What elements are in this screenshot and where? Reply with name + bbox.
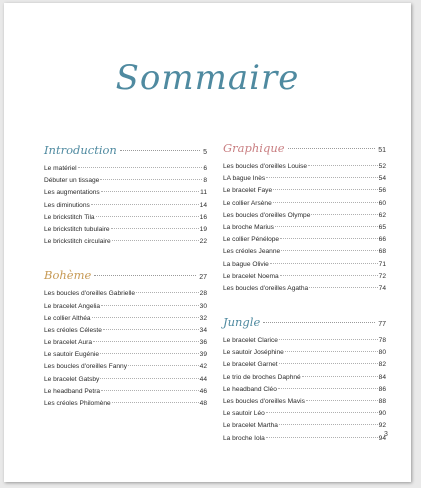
entry-page-number: 88 (378, 398, 386, 405)
dot-leader (91, 204, 199, 205)
dot-leader (100, 378, 198, 379)
entry-label: Les boucles d'oreilles Mavis (223, 398, 305, 405)
dot-leader (101, 305, 199, 306)
entry-page-number: 39 (199, 351, 207, 359)
entry-label: Les créoles Jeanne (223, 248, 281, 256)
dot-leader (112, 240, 199, 241)
toc-entry (223, 285, 386, 297)
entry-page-number: 16 (199, 213, 207, 221)
entry-page-number: 92 (378, 422, 386, 430)
toc-entry (44, 202, 207, 214)
entry-label: La broche Marius (223, 223, 274, 231)
toc-entry (44, 290, 207, 302)
dot-leader (285, 351, 378, 352)
dot-leader (101, 390, 199, 391)
dot-leader (306, 400, 378, 401)
toc-entry (44, 376, 207, 388)
toc-entry (223, 374, 386, 386)
entry-label: Le bracelet Angelia (44, 302, 101, 310)
dot-leader (103, 329, 199, 330)
dot-leader (279, 363, 378, 364)
toc-entry (223, 273, 386, 285)
entry-label: Le collier Pénélope (223, 236, 280, 244)
dot-leader (96, 216, 199, 217)
entry-label: Le brickstitch tubulaire (44, 225, 110, 233)
dot-leader (101, 191, 199, 192)
entry-page-number: 62 (378, 211, 386, 219)
toc-entry (223, 435, 386, 447)
entry-page-number: 74 (378, 284, 386, 292)
toc-entry (223, 410, 386, 422)
dot-leader (279, 339, 378, 340)
entry-label: Le bracelet Aura (44, 339, 93, 347)
entry-page-number: 94 (378, 434, 386, 442)
entry-page-number: 30 (199, 302, 207, 310)
toc-entry (223, 212, 386, 224)
entry-label: Le bracelet Gatsby (44, 375, 100, 383)
entry-label: Les créoles Céleste (44, 326, 102, 334)
entry-page-number: 71 (378, 260, 386, 268)
toc-column-right (223, 141, 386, 447)
entry-page-number: 84 (378, 373, 386, 381)
section-page-number: 77 (378, 321, 386, 329)
page-number: 3 (384, 431, 388, 438)
entry-label: Le headband Petra (44, 387, 101, 395)
dot-leader (308, 165, 378, 166)
toc-entry (223, 163, 386, 175)
dot-leader (266, 177, 377, 178)
toc-section (44, 143, 207, 250)
entry-label: Le bracelet Martha (223, 422, 278, 430)
toc-entry (223, 398, 386, 410)
entry-label: Les créoles Philomène (44, 400, 111, 407)
entry-page-number: 44 (199, 375, 207, 383)
entry-page-number: 36 (199, 339, 207, 347)
entry-page-number: 32 (199, 314, 207, 322)
entry-label: Les boucles d'oreilles Louise (223, 163, 308, 170)
toc-entry (44, 238, 207, 250)
section-heading (44, 143, 207, 159)
entry-label: Le bracelet Clarice (223, 337, 278, 345)
toc-entry (223, 422, 386, 434)
section-title: Bohème (44, 268, 92, 283)
toc-entry (223, 386, 386, 398)
toc-entry (223, 248, 386, 260)
entry-label: Les boucles d'oreilles Gabrielle (44, 290, 136, 298)
dot-leader (263, 322, 375, 323)
dot-leader (100, 179, 202, 180)
dot-leader (100, 353, 199, 354)
dot-leader (270, 263, 378, 264)
entry-page-number: 8 (203, 177, 207, 185)
toc-entry (44, 327, 207, 339)
entry-page-number: 80 (378, 349, 386, 357)
dot-leader (278, 388, 378, 389)
entry-label: La bague Olivie (223, 260, 269, 268)
entry-label: Le sautoir Eugénie (44, 351, 99, 359)
dot-leader (94, 275, 196, 276)
toc-section (223, 141, 386, 297)
entry-label: Le sautoir Joséphine (223, 349, 284, 357)
entry-page-number: 68 (378, 248, 386, 256)
entry-label: Le sautoir Léo (223, 410, 265, 418)
dot-leader (120, 150, 200, 151)
entry-page-number: 90 (378, 410, 386, 418)
entry-label: Les diminutions (44, 201, 90, 209)
dot-leader (281, 250, 377, 251)
dot-leader (280, 238, 378, 239)
entry-page-number: 46 (199, 387, 207, 395)
entry-page-number: 22 (199, 238, 207, 246)
entry-page-number: 56 (378, 187, 386, 195)
dot-leader (93, 341, 199, 342)
section-page-number: 5 (203, 149, 207, 156)
entry-label: Débuter un tissage (44, 177, 100, 185)
entry-page-number: 14 (199, 201, 207, 209)
toc-entry (44, 339, 207, 351)
entry-label: Le bracelet Noema (223, 272, 279, 280)
entry-page-number: 66 (378, 236, 386, 244)
dot-leader (275, 226, 378, 227)
toc-entry (44, 388, 207, 400)
entry-label: Le trio de broches Daphné (223, 373, 301, 381)
entry-label: Le headband Cléo (223, 385, 277, 393)
toc-entry (44, 363, 207, 375)
dot-leader (112, 402, 199, 403)
entry-page-number: 82 (378, 361, 386, 369)
toc-entry (44, 177, 207, 189)
entry-label: Les boucles d'oreilles Agatha (223, 284, 309, 292)
dot-leader (288, 148, 376, 149)
entry-page-number: 65 (378, 223, 386, 231)
toc-section (44, 268, 207, 412)
dot-leader (273, 202, 378, 203)
dot-leader (309, 287, 377, 288)
section-page-number: 51 (378, 147, 386, 154)
toc-entry (44, 214, 207, 226)
entry-page-number: 60 (378, 199, 386, 207)
section-title: Introduction (44, 143, 117, 157)
toc-entry (223, 361, 386, 373)
toc-entry (223, 175, 386, 187)
dot-leader (279, 424, 378, 425)
entry-page-number: 34 (199, 326, 207, 334)
entry-label: Le brickstitch circulaire (44, 238, 111, 246)
entry-label: Les boucles d'oreilles Fanny (44, 363, 127, 371)
toc-entry (44, 226, 207, 238)
toc-entry (223, 236, 386, 248)
entry-page-number: 28 (199, 290, 207, 298)
entry-page-number: 54 (378, 175, 386, 183)
entry-page-number: 86 (378, 385, 386, 393)
section-title: Graphique (223, 141, 285, 155)
toc-entry (223, 200, 386, 212)
dot-leader (92, 317, 199, 318)
entry-page-number: 78 (378, 337, 386, 345)
dot-leader (273, 189, 378, 190)
dot-leader (266, 412, 378, 413)
toc-entry (44, 351, 207, 363)
entry-label: La broche Iola (223, 434, 265, 442)
section-heading (223, 141, 386, 157)
section-page-number: 27 (199, 274, 207, 282)
entry-label: LA bague Inès (223, 175, 266, 183)
toc-entry (44, 400, 207, 412)
entry-page-number: 52 (378, 163, 386, 170)
toc-entry (223, 349, 386, 361)
entry-page-number: 48 (199, 400, 207, 407)
entry-label: Le bracelet Garnet (223, 361, 278, 369)
entry-label: Le bracelet Faye (223, 187, 273, 195)
entry-label: Le brickstitch Tila (44, 213, 95, 221)
page-title: Sommaire (115, 58, 300, 98)
entry-label: Le collier Arsène (223, 199, 272, 207)
toc-column-left (44, 143, 207, 412)
toc-entry (44, 189, 207, 201)
toc-entry (44, 165, 207, 177)
entry-label: Les augmentations (44, 189, 100, 197)
toc-section (223, 315, 386, 447)
toc-entry (44, 303, 207, 315)
toc-entry (223, 224, 386, 236)
toc-entry (223, 187, 386, 199)
entry-label: Les boucles d'oreilles Olympe (223, 211, 311, 219)
entry-label: Le matériel (44, 165, 77, 172)
entry-label: Le collier Althéa (44, 314, 91, 322)
section-heading (44, 268, 207, 284)
section-heading (223, 315, 386, 331)
dot-leader (302, 376, 378, 377)
dot-leader (128, 365, 199, 366)
toc-entry (223, 337, 386, 349)
document-page (4, 3, 411, 482)
dot-leader (78, 167, 203, 168)
toc-entry (44, 315, 207, 327)
dot-leader (266, 437, 378, 438)
section-title: Jungle (223, 315, 261, 330)
entry-page-number: 72 (378, 272, 386, 280)
entry-page-number: 6 (203, 165, 207, 172)
entry-page-number: 19 (199, 225, 207, 233)
dot-leader (136, 292, 199, 293)
toc-entry (223, 261, 386, 273)
dot-leader (111, 228, 199, 229)
entry-page-number: 11 (200, 189, 207, 197)
dot-leader (311, 214, 377, 215)
entry-page-number: 42 (199, 363, 207, 371)
dot-leader (280, 275, 378, 276)
